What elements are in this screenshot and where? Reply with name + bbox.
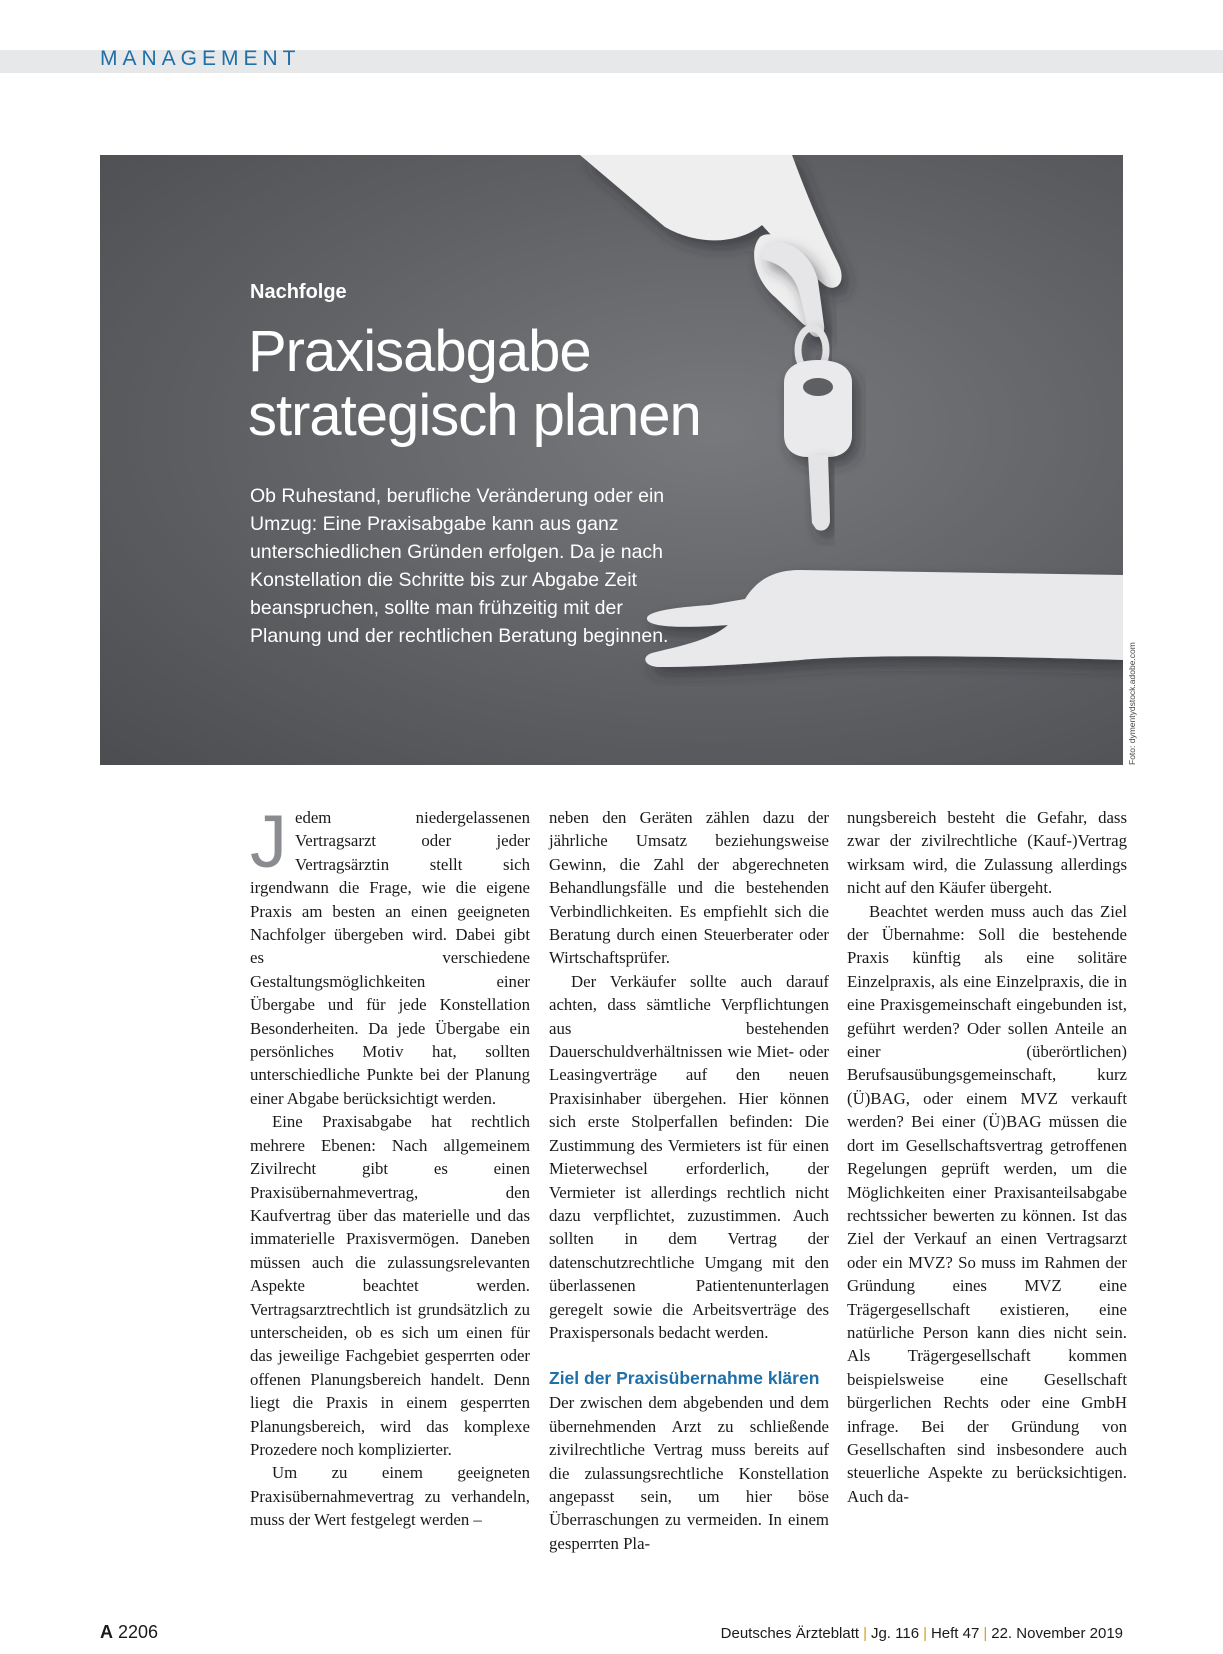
journal-name: Deutsches Ärzteblatt xyxy=(720,1625,860,1642)
separator: | xyxy=(983,1625,988,1642)
journal-volume: Jg. 116 xyxy=(870,1625,920,1642)
separator: | xyxy=(863,1625,867,1642)
article-lead: Ob Ruhestand, berufliche Veränderung oder ein Umzug: Eine Praxisabgabe kann aus ganz unterschiedlichen Gründen erfolgen. Da je nach Konstellation die Schritte bis zur Abgabe Zeit beanspruchen, sollte man frühzeitig mit der Planung und der rechtlichen Beratung beginnen. xyxy=(250,485,669,647)
paragraph: Der zwischen dem abgebenden und dem übernehmenden Arzt zu schließende zivilrechtliche Vertrag muss bereits auf die zulassungsrechtliche Konstellation angepasst sein, um hier böse Überraschungen zu vermeiden. In einem gesperrten Pla- xyxy=(549,1393,829,1553)
photo-credit: Foto: dymentydstock.adobe.com xyxy=(1127,642,1137,765)
journal-date: 22. November 2019 xyxy=(991,1625,1123,1642)
drop-cap: J xyxy=(250,800,287,883)
page-prefix: A xyxy=(100,1622,113,1642)
article-kicker: Nachfolge xyxy=(250,281,347,303)
page-number-value: 2206 xyxy=(118,1622,159,1642)
article-column-3 xyxy=(847,806,1127,1508)
key-head-shape xyxy=(784,360,852,457)
hands-key-illustration xyxy=(100,155,1123,765)
paragraph: Eine Praxisabgabe hat rechtlich mehrere Ebenen: Nach allgemeinem Zivilrecht gibt es einen Praxisübernahmevertrag, den Kaufvertrag über das materielle und das immaterielle Praxisvermögen. Daneben müssen auch die zulassungsrelevanten Aspekte beachtet werden. Vertragsarztrechtlich ist grundsätzlich zu unterscheiden, ob es sich um einen für das jeweilige Fachgebiet gesperrten oder offenen Planungsbereich handelt. Denn liegt die Praxis in einem gesperrten Planungsbereich, wird das komplexe Prozedere noch komplizierter. xyxy=(250,1112,530,1459)
paragraph: nungsbereich besteht die Gefahr, dass zwar der zivilrechtliche (Kauf-)Vertrag wirksam wird, die Zulassung allerdings nicht auf den Käufer übergeht. xyxy=(847,808,1127,898)
paragraph: Der Verkäufer sollte auch darauf achten, dass sämtliche Verpflichtungen aus bestehenden Dauerschuldverhältnissen wie Miet- oder Leasingverträge auf den neuen Praxisinhaber übergehen. Hier können sich erste Stolperfallen befinden: Die Zustimmung des Vermieters ist für einen Mieterwechsel erforderlich, der Vermieter ist allerdings rechtlich nicht dazu verpflichtet, zuzustimmen. Auch sollten in dem Vertrag der datenschutzrechtliche Umgang mit den überlassenen Patientenunterlagen geregelt sowie die Arbeitsverträge des Praxispersonals bedacht werden. xyxy=(549,971,829,1342)
section-label: MANAGEMENT xyxy=(100,47,301,70)
paragraph xyxy=(250,800,530,1110)
article-column-1 xyxy=(250,800,530,1532)
paragraph: Beachtet werden muss auch das Ziel der Übernahme: Soll die bestehende Praxis künftig als eine solitäre Einzelpraxis, als eine Einzelpraxis, die in eine Praxisgemeinschaft eingebunden ist, geführt werden? Oder sollen Anteile an einer (überörtlichen) Berufsausübungsgemeinschaft, kurz (Ü)BAG, oder einem MVZ verkauft werden? Bei einer (Ü)BAG müssen die dort im Gesellschaftsvertrag getroffenen Regelungen geprüft werden, um die Möglichkeiten einer Praxisanteilsabgabe rechtssicher bewerten zu können. Ist das Ziel der Verkauf an einen Vertragsarzt oder ein MVZ? So muss im Rahmen der Gründung eines MVZ eine Trägergesellschaft existieren, eine natürliche Person kann dies nicht sein. Als Trägergesellschaft kommen beispielsweise eine Gesellschaft bürgerlichen Rechts oder eine GmbH infrage. Bei der Gründung von Gesellschaften sind insbesondere auch steuerliche Aspekte zu berücksichtigen. Auch da- xyxy=(847,901,1127,1506)
journal-info xyxy=(721,1625,1123,1642)
separator: | xyxy=(923,1625,927,1642)
article-title: Praxisabgabe strategisch planen xyxy=(248,319,701,448)
section-subheading: Ziel der Praxisübernahme klären xyxy=(549,1368,820,1389)
key-shaft-shape xyxy=(808,455,830,531)
paragraph: Um zu einem geeigneten Praxisübernahmevertrag zu verhandeln, muss der Wert festgelegt werden – xyxy=(250,1463,530,1530)
page-number xyxy=(100,1622,158,1643)
paragraph-text: edem niedergelassenen Vertragsarzt oder jeder Vertragsärztin stellt sich irgendwann die Frage, wie die eigene Praxis am besten an einen geeigneten Nachfolger übergeben wird. Dabei gibt es verschiedene Gestaltungsmöglichkeiten einer Übergabe und für jede Konstellation Besonderheiten. Da jede Übergabe ein persönliches Motiv hat, sollten unterschiedliche Punkte bei der Planung einer Abgabe berücksichtigt werden. xyxy=(250,808,530,1108)
paragraph: neben den Geräten zählen dazu der jährliche Umsatz beziehungsweise Gewinn, die Zahl der abgerechneten Behandlungsfälle und die bestehenden Verbindlichkeiten. Es empfiehlt sich die Beratung durch einen Steuerberater oder Wirtschaftsprüfer. xyxy=(549,808,829,968)
hero-image xyxy=(100,155,1123,765)
article-column-2 xyxy=(549,806,829,1555)
lower-hand-shape xyxy=(645,570,1123,667)
journal-issue: Heft 47 xyxy=(930,1625,980,1642)
